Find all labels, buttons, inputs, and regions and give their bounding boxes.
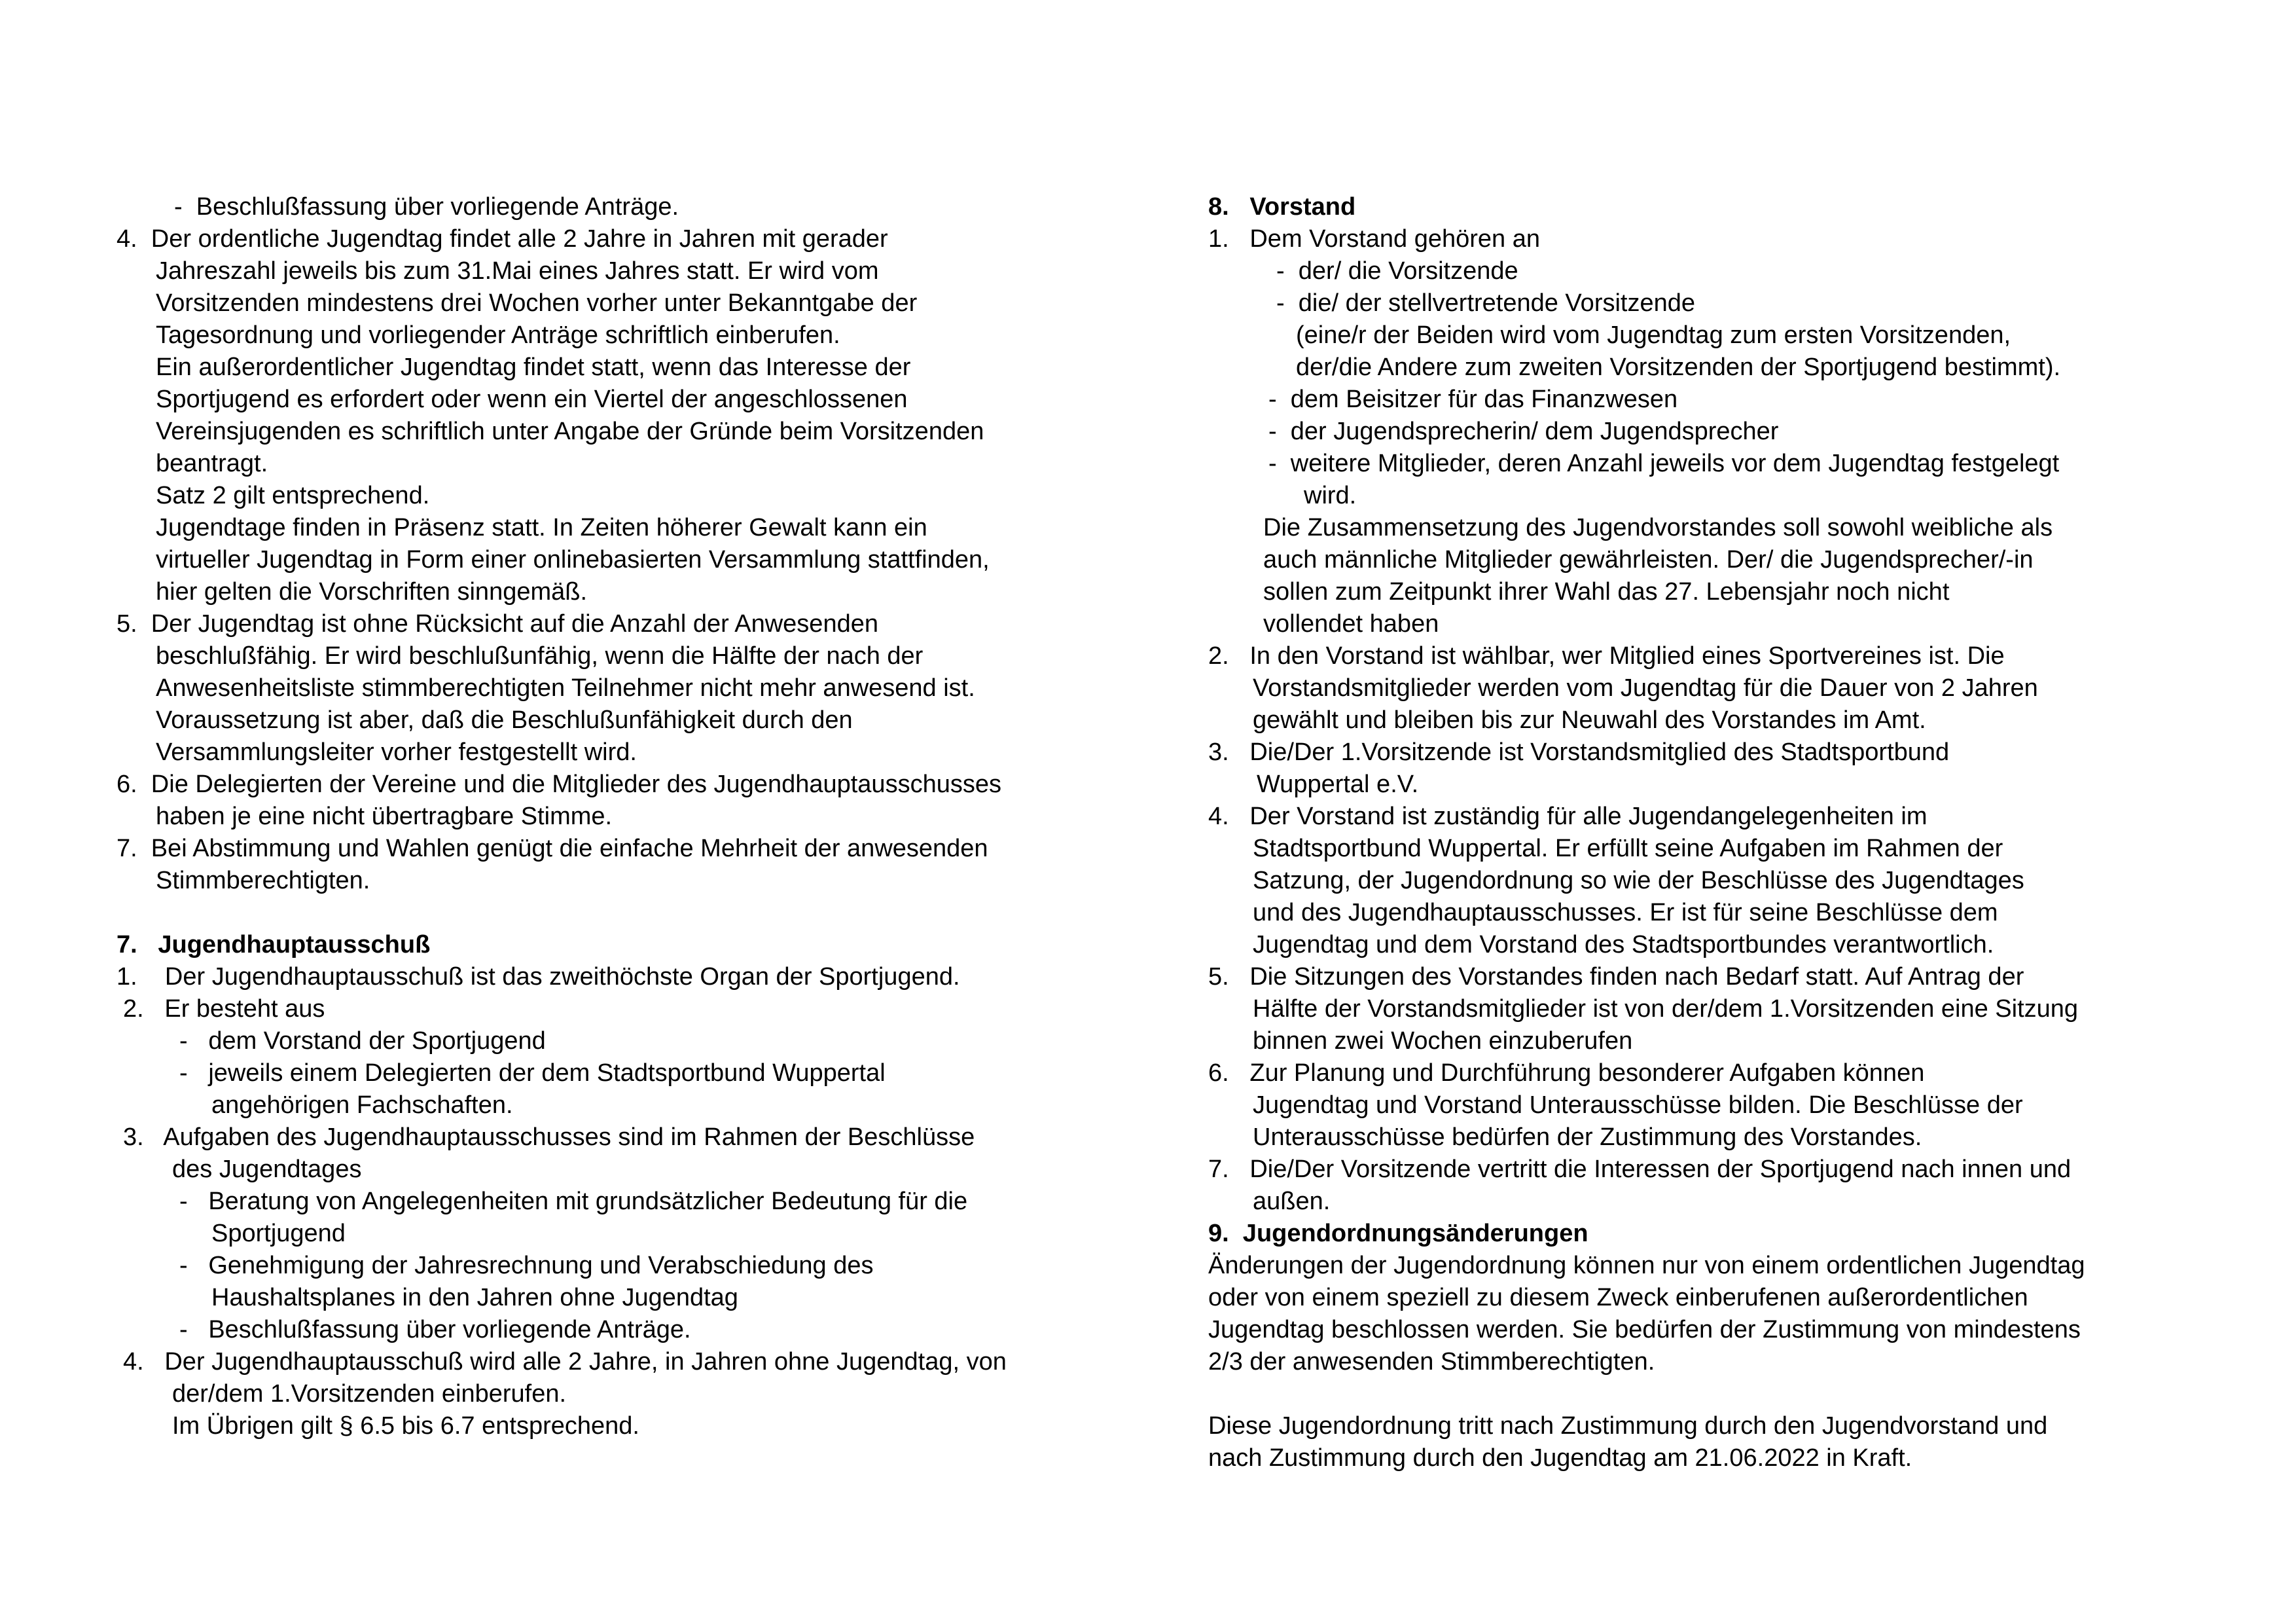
text-line: 6. Die Delegierten der Vereine und die Mitglieder des Jugendhauptausschusses — [117, 771, 1001, 798]
text-line: Die Zusammensetzung des Jugendvorstandes soll sowohl weibliche als — [1263, 514, 2053, 541]
text-line: - Genehmigung der Jahresrechnung und Verabschiedung des — [179, 1252, 874, 1279]
text-line: - dem Vorstand der Sportjugend — [179, 1027, 546, 1055]
text-line: Sportjugend es erfordert oder wenn ein Viertel der angeschlossenen — [156, 386, 908, 413]
text-line: Wuppertal e.V. — [1257, 771, 1419, 798]
text-line: - der Jugendsprecherin/ dem Jugendsprecher — [1268, 418, 1779, 445]
text-line: 2. In den Vorstand ist wählbar, wer Mitglied eines Sportvereines ist. Die — [1208, 642, 2005, 670]
text-line: haben je eine nicht übertragbare Stimme. — [156, 803, 613, 830]
text-line: - Beratung von Angelegenheiten mit grundsätzlicher Bedeutung für die — [179, 1188, 968, 1215]
text-line: 1. Dem Vorstand gehören an — [1208, 225, 1540, 253]
text-line: Stadtsportbund Wuppertal. Er erfüllt seine Aufgaben im Rahmen der — [1253, 835, 2003, 862]
text-line: Unterausschüsse bedürfen der Zustimmung des Vorstandes. — [1253, 1123, 1922, 1151]
text-line: Jugendtag beschlossen werden. Sie bedürfen der Zustimmung von mindestens — [1208, 1316, 2081, 1343]
text-line: - die/ der stellvertretende Vorsitzende — [1276, 289, 1696, 317]
text-line: beschlußfähig. Er wird beschlußunfähig, wenn die Hälfte der nach der — [156, 642, 924, 670]
text-line: Sportjugend — [211, 1220, 346, 1247]
text-line: Jugendtag und Vorstand Unterausschüsse bilden. Die Beschlüsse der — [1253, 1091, 2023, 1119]
text-line: 5. Der Jugendtag ist ohne Rücksicht auf die Anzahl der Anwesenden — [117, 610, 878, 638]
text-line: vollendet haben — [1263, 610, 1439, 638]
text-line: Tagesordnung und vorliegender Anträge schriftlich einberufen. — [156, 321, 840, 349]
text-line: - Beschlußfassung über vorliegende Anträge. — [174, 193, 679, 221]
text-line: beantragt. — [156, 450, 268, 477]
text-line: außen. — [1253, 1188, 1331, 1215]
text-line: 2. Er besteht aus — [123, 995, 325, 1023]
text-line: 4. Der Jugendhauptausschuß wird alle 2 Jahre, in Jahren ohne Jugendtag, von — [123, 1348, 1007, 1376]
text-line: 3. Die/Der 1.Vorsitzende ist Vorstandsmitglied des Stadtsportbund — [1208, 739, 1950, 766]
text-line: angehörigen Fachschaften. — [211, 1091, 513, 1119]
text-line: auch männliche Mitglieder gewährleisten. Der/ die Jugendsprecher/-in — [1263, 546, 2034, 574]
text-line: Stimmberechtigten. — [156, 867, 370, 894]
text-line: 2/3 der anwesenden Stimmberechtigten. — [1208, 1348, 1655, 1376]
text-line: Haushaltsplanes in den Jahren ohne Jugendtag — [211, 1284, 738, 1311]
text-line: Voraussetzung ist aber, daß die Beschlußunfähigkeit durch den — [156, 706, 853, 734]
text-line: gewählt und bleiben bis zur Neuwahl des Vorstandes im Amt. — [1253, 706, 1926, 734]
text-line: Vorsitzenden mindestens drei Wochen vorher unter Bekanntgabe der — [156, 289, 918, 317]
text-line: Diese Jugendordnung tritt nach Zustimmung durch den Jugendvorstand und — [1208, 1412, 2048, 1440]
text-line: - jeweils einem Delegierten der dem Stadtsportbund Wuppertal — [179, 1059, 886, 1087]
text-line: wird. — [1304, 482, 1357, 509]
text-line: 6. Zur Planung und Durchführung besonderer Aufgaben können — [1208, 1059, 1925, 1087]
text-line: Versammlungsleiter vorher festgestellt wird. — [156, 739, 637, 766]
text-line: Vereinsjugenden es schriftlich unter Angabe der Gründe beim Vorsitzenden — [156, 418, 984, 445]
text-line: Jahreszahl jeweils bis zum 31.Mai eines Jahres statt. Er wird vom — [156, 257, 879, 285]
text-line: Ein außerordentlicher Jugendtag findet statt, wenn das Interesse der — [156, 354, 911, 381]
text-line: und des Jugendhauptausschusses. Er ist für seine Beschlüsse dem — [1253, 899, 1998, 926]
text-line: Vorstandsmitglieder werden vom Jugendtag für die Dauer von 2 Jahren — [1253, 674, 2038, 702]
section-heading: 9. Jugendordnungsänderungen — [1208, 1220, 1588, 1247]
text-line: virtueller Jugendtag in Form einer onlinebasierten Versammlung stattfinden, — [156, 546, 990, 574]
text-line: 5. Die Sitzungen des Vorstandes finden nach Bedarf statt. Auf Antrag der — [1208, 963, 2024, 991]
text-line: Im Übrigen gilt § 6.5 bis 6.7 entsprechend. — [172, 1412, 639, 1440]
text-line: Änderungen der Jugendordnung können nur von einem ordentlichen Jugendtag — [1208, 1252, 2085, 1279]
text-line: des Jugendtages — [172, 1156, 362, 1183]
text-line: 7. Bei Abstimmung und Wahlen genügt die einfache Mehrheit der anwesenden — [117, 835, 988, 862]
text-line: Jugendtag und dem Vorstand des Stadtsportbundes verantwortlich. — [1253, 931, 1994, 958]
text-line: Anwesenheitsliste stimmberechtigten Teilnehmer nicht mehr anwesend ist. — [156, 674, 975, 702]
text-line: - Beschlußfassung über vorliegende Anträge. — [179, 1316, 691, 1343]
text-line: binnen zwei Wochen einzuberufen — [1253, 1027, 1633, 1055]
section-heading: 8. Vorstand — [1208, 193, 1356, 221]
text-line: - weitere Mitglieder, deren Anzahl jeweils vor dem Jugendtag festgelegt — [1268, 450, 2060, 477]
text-line: 4. Der Vorstand ist zuständig für alle Jugendangelegenheiten im — [1208, 803, 1928, 830]
text-line: - der/ die Vorsitzende — [1276, 257, 1518, 285]
text-line: oder von einem speziell zu diesem Zweck einberufenen außerordentlichen — [1208, 1284, 2028, 1311]
text-line: der/dem 1.Vorsitzenden einberufen. — [172, 1380, 567, 1408]
text-line: Hälfte der Vorstandsmitglieder ist von der/dem 1.Vorsitzenden eine Sitzung — [1253, 995, 2079, 1023]
text-line: Satzung, der Jugendordnung so wie der Beschlüsse des Jugendtages — [1253, 867, 2024, 894]
section-heading: 7. Jugendhauptausschuß — [117, 931, 431, 958]
text-line: Jugendtage finden in Präsenz statt. In Zeiten höherer Gewalt kann ein — [156, 514, 927, 541]
text-line: 7. Die/Der Vorsitzende vertritt die Interessen der Sportjugend nach innen und — [1208, 1156, 2072, 1183]
text-line: 4. Der ordentliche Jugendtag findet alle 2 Jahre in Jahren mit gerader — [117, 225, 888, 253]
text-line: - dem Beisitzer für das Finanzwesen — [1268, 386, 1678, 413]
text-line: nach Zustimmung durch den Jugendtag am 21.06.2022 in Kraft. — [1208, 1444, 1912, 1472]
text-line: sollen zum Zeitpunkt ihrer Wahl das 27. Lebensjahr noch nicht — [1263, 578, 1950, 606]
text-line: hier gelten die Vorschriften sinngemäß. — [156, 578, 588, 606]
text-line: 3. Aufgaben des Jugendhauptausschusses sind im Rahmen der Beschlüsse — [123, 1123, 975, 1151]
text-line: 1. Der Jugendhauptausschuß ist das zweithöchste Organ der Sportjugend. — [117, 963, 960, 991]
text-line: der/die Andere zum zweiten Vorsitzenden der Sportjugend bestimmt). — [1296, 354, 2061, 381]
text-line: (eine/r der Beiden wird vom Jugendtag zum ersten Vorsitzenden, — [1296, 321, 2011, 349]
text-line: Satz 2 gilt entsprechend. — [156, 482, 430, 509]
